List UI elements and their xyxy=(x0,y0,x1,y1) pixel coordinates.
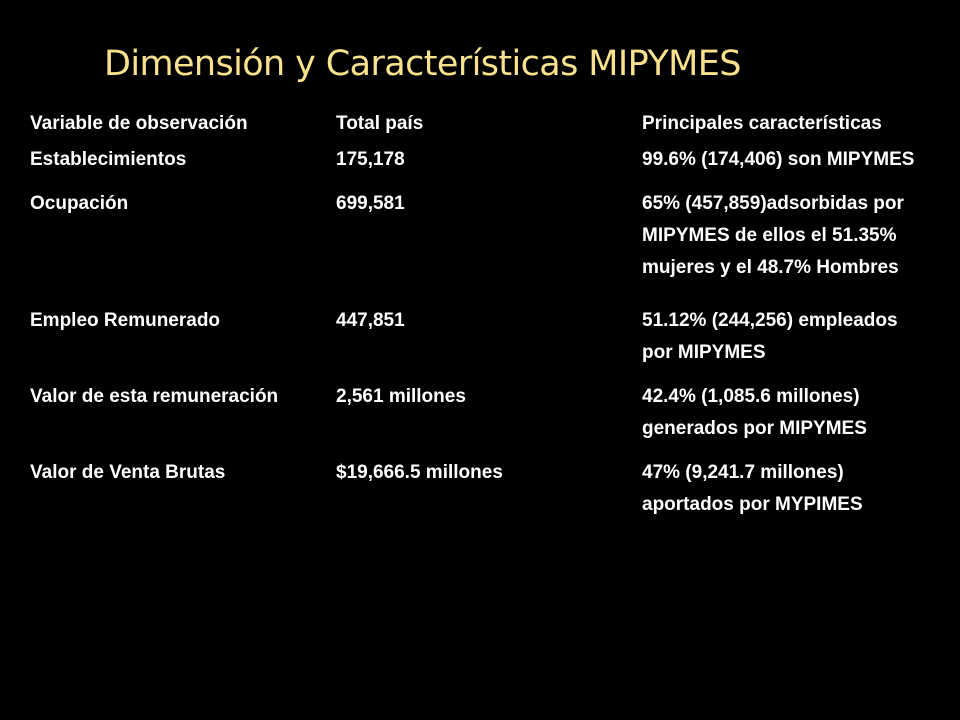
cell-variable xyxy=(26,381,332,457)
caracteristicas-text: 51.12% (244,256) empleados por MIPYMES xyxy=(642,310,898,363)
cell-total xyxy=(332,305,638,381)
total-text: 447,851 xyxy=(336,310,405,331)
table-row xyxy=(26,305,936,381)
header-variable-label: Variable de observación xyxy=(30,113,248,134)
cell-caracteristicas xyxy=(638,188,936,305)
header-total-label: Total país xyxy=(336,113,424,134)
cell-total xyxy=(332,144,638,188)
variable-text: Establecimientos xyxy=(30,149,187,170)
cell-total xyxy=(332,381,638,457)
caracteristicas-text: 42.4% (1,085.6 millones) generados por MIPYMES xyxy=(642,386,867,439)
cell-variable xyxy=(26,144,332,188)
cell-variable xyxy=(26,188,332,305)
total-text: 175,178 xyxy=(336,149,405,170)
table-row xyxy=(26,381,936,457)
cell-caracteristicas xyxy=(638,305,936,381)
cell-variable xyxy=(26,457,332,521)
cell-caracteristicas xyxy=(638,144,936,188)
variable-text: Valor de esta remuneración xyxy=(30,386,279,407)
total-text: $19,666.5 millones xyxy=(336,462,503,483)
header-variable xyxy=(26,108,332,144)
caracteristicas-text: 99.6% (174,406) son MIPYMES xyxy=(642,149,915,170)
variable-text: Ocupación xyxy=(30,193,129,214)
table-row xyxy=(26,457,936,521)
total-text: 2,561 millones xyxy=(336,386,466,407)
cell-total xyxy=(332,457,638,521)
header-caracteristicas xyxy=(638,108,936,144)
header-caracteristicas-label: Principales características xyxy=(642,113,882,134)
cell-variable xyxy=(26,305,332,381)
caracteristicas-text: 47% (9,241.7 millones) aportados por MYPIMES xyxy=(642,462,863,515)
characteristics-table xyxy=(26,108,936,521)
table-header-row xyxy=(26,108,936,144)
table-row xyxy=(26,188,936,305)
variable-text: Valor de Venta Brutas xyxy=(30,462,226,483)
slide-title: Dimensión y Características MIPYMES xyxy=(104,44,741,84)
cell-caracteristicas xyxy=(638,457,936,521)
caracteristicas-text: 65% (457,859)adsorbidas por MIPYMES de ellos el 51.35% mujeres y el 48.7% Hombres xyxy=(642,193,904,278)
total-text: 699,581 xyxy=(336,193,405,214)
header-total xyxy=(332,108,638,144)
cell-total xyxy=(332,188,638,305)
cell-caracteristicas xyxy=(638,381,936,457)
variable-text: Empleo Remunerado xyxy=(30,310,221,331)
table-row xyxy=(26,144,936,188)
